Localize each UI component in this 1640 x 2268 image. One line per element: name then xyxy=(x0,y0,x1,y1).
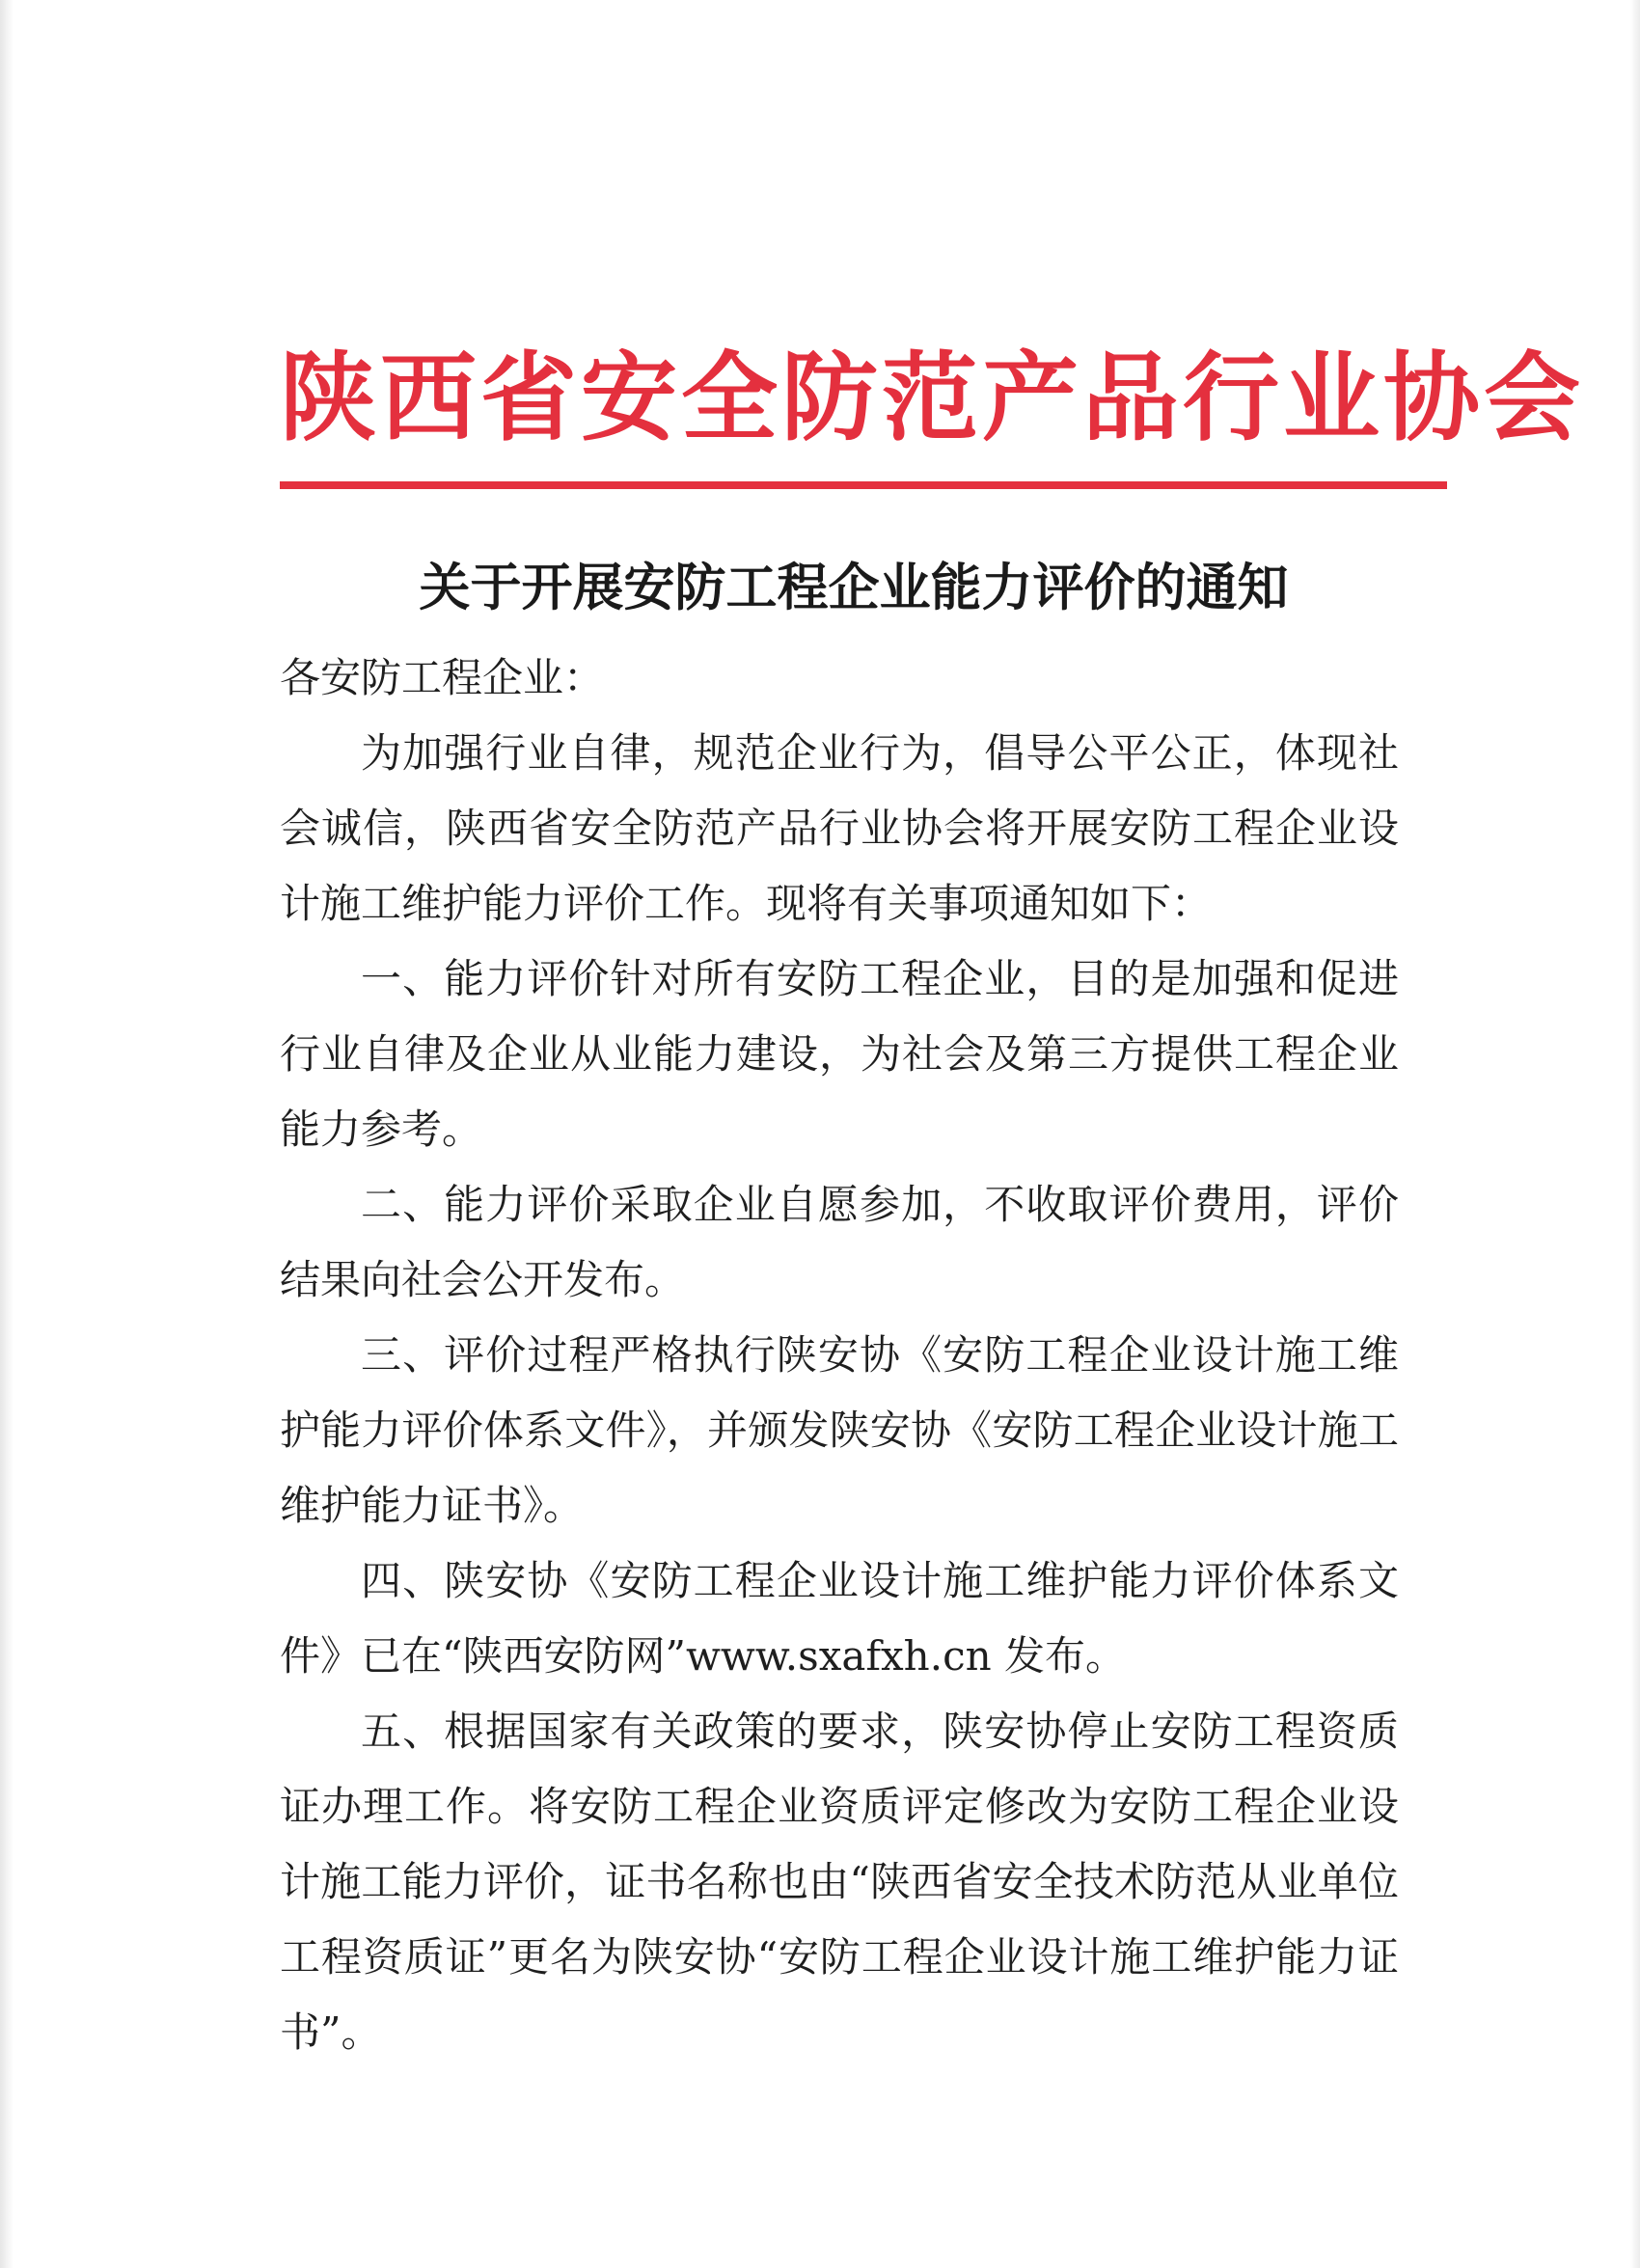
paragraph-item-5: 五、根据国家有关政策的要求，陕安协停止安防工程资质证办理工作。将安防工程企业资质评定修改为安防工程企业设计施工能力评价，证书名称也由“陕西省安全技术防范从业单位工程资质证”更名为陕安协“安防工程企业设计施工维护能力证书”。 xyxy=(280,1708,1399,2056)
salutation: 各安防工程企业： xyxy=(280,654,605,701)
document-title: 关于开展安防工程企业能力评价的通知 xyxy=(419,558,1289,617)
paragraph-item-4: 四、陕安协《安防工程企业设计施工维护能力评价体系文件》已在“陕西安防网”www.sxafxh.cn 发布。 xyxy=(280,1557,1399,1680)
paragraph-item-1: 一、能力评价针对所有安防工程企业，目的是加强和促进行业自律及企业从业能力建设，为社会及第三方提供工程企业能力参考。 xyxy=(280,955,1399,1153)
paragraph-item-3: 三、评价过程严格执行陕安协《安防工程企业设计施工维护能力评价体系文件》，并颁发陕安协《安防工程企业设计施工维护能力证书》。 xyxy=(280,1331,1399,1529)
document-body xyxy=(280,641,1399,2070)
letterhead-red-divider xyxy=(280,481,1447,489)
page-edge-shadow-left xyxy=(0,0,14,2268)
paragraph-intro: 为加强行业自律，规范企业行为，倡导公平公正，体现社会诚信，陕西省安全防范产品行业协会将开展安防工程企业设计施工维护能力评价工作。现将有关事项通知如下： xyxy=(280,729,1399,927)
letterhead-organization-name: 陕西省安全防范产品行业协会 xyxy=(280,341,1584,454)
page-edge-shadow-right xyxy=(1630,0,1640,2268)
paragraph-item-2: 二、能力评价采取企业自愿参加，不收取评价费用，评价结果向社会公开发布。 xyxy=(280,1181,1399,1303)
